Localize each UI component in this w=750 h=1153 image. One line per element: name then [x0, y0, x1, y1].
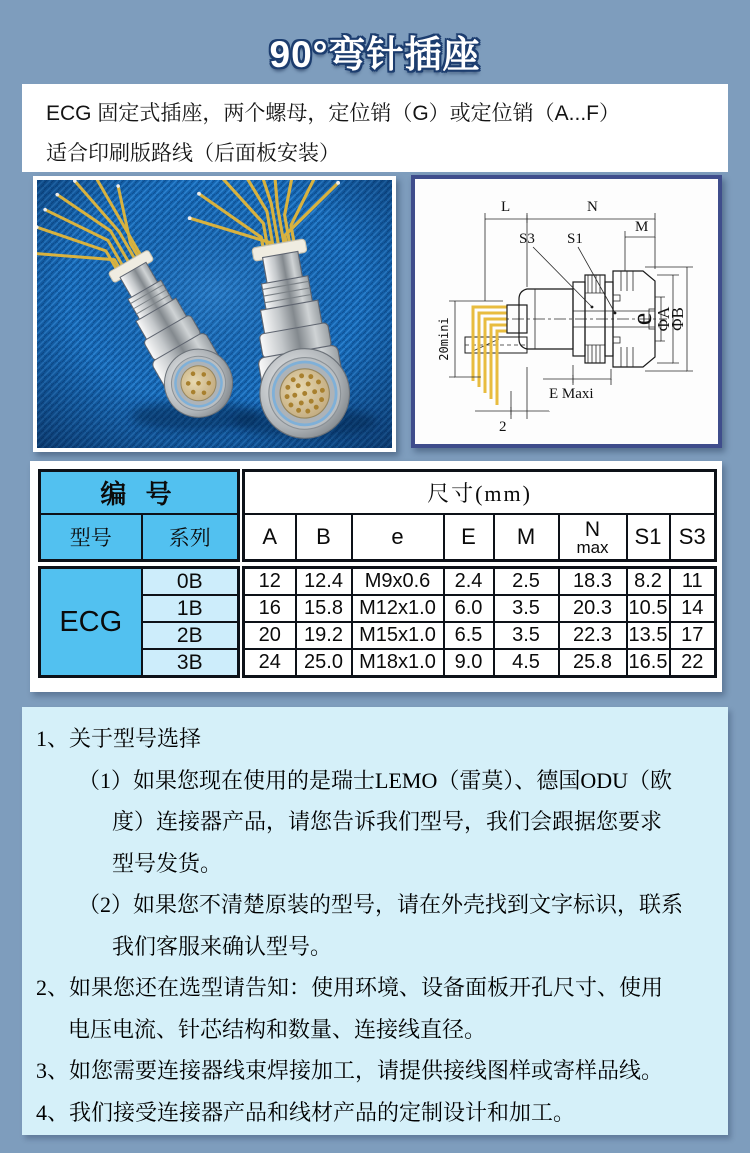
spec-cell: M9x0.6 [352, 568, 444, 596]
header-group-number: 编 号 [40, 471, 239, 515]
note-line: 我们客服来确认型号。 [112, 933, 333, 959]
spec-cell: 25.0 [296, 649, 352, 677]
table-dimensions-body [242, 566, 717, 678]
header-dimensions: 尺寸(mm) [244, 471, 716, 515]
page-title: 90°弯针插座 [269, 34, 481, 75]
notes-panel [22, 707, 728, 1135]
spec-cell: 12.4 [296, 568, 352, 596]
spec-cell: 13.5 [627, 622, 670, 649]
spec-cell: 11 [670, 568, 716, 596]
note-line: 3、如您需要连接器线束焊接加工，请提供接线图样或寄样品线。 [36, 1058, 664, 1083]
col-n-sub: max [576, 537, 609, 557]
dim-label-L: L [501, 199, 511, 215]
dim-label-S3: S3 [519, 231, 535, 247]
spec-cell: 16.5 [627, 649, 670, 677]
note-line: （1）如果您现在使用的是瑞士LEMO（雷莫）、德国ODU（欧 [78, 767, 672, 793]
col-s1: S1 [627, 514, 670, 561]
dim-label-e-maxi: E Maxi [549, 386, 594, 402]
dim-label-N: N [587, 199, 598, 215]
spec-cell: 4.5 [494, 649, 559, 677]
spec-cell: 25.8 [559, 649, 627, 677]
col-m: M [494, 514, 559, 561]
note-line: 4、我们接受连接器产品和线材产品的定制设计和加工。 [36, 1099, 576, 1125]
spec-cell: M15x1.0 [352, 622, 444, 649]
table-dimensions-section [242, 469, 714, 684]
col-b: B [296, 514, 352, 561]
dimension-diagram [411, 175, 722, 448]
table-row-0b [244, 568, 716, 596]
diagram-drawing [415, 179, 718, 444]
dim-label-e: e [627, 312, 658, 326]
series-cell-1b: 1B [142, 595, 239, 622]
spec-cell: 16 [244, 595, 296, 622]
col-s3: S3 [670, 514, 716, 561]
table-row-3b [244, 649, 716, 677]
col-e: e [352, 514, 444, 561]
table-dimensions-header [242, 469, 717, 562]
spec-cell: 22 [670, 649, 716, 677]
model-cell: ECG [40, 568, 142, 677]
spec-cell: 6.0 [444, 595, 494, 622]
table-number-header [38, 469, 240, 562]
spec-cell: 22.3 [559, 622, 627, 649]
note-line: 1、关于型号选择 [36, 726, 202, 751]
dim-label-phi-b: ΦB [668, 307, 687, 331]
dim-label-S1: S1 [567, 231, 583, 247]
spec-cell: 8.2 [627, 568, 670, 596]
note-line: 度）连接器产品，请您告诉我们型号，我们会跟据您要求 [112, 809, 663, 834]
spec-cell: 2.4 [444, 568, 494, 596]
note-line: （2）如果您不清楚原装的型号，请在外壳找到文字标识，联系 [78, 892, 684, 917]
note-line: 电压电流、针芯结构和数量、连接线直径。 [68, 1016, 487, 1042]
header-model: 型号 [40, 514, 142, 561]
table-row-1b [244, 595, 716, 622]
spec-cell: M18x1.0 [352, 649, 444, 677]
spec-cell: 20 [244, 622, 296, 649]
spec-cell: 12 [244, 568, 296, 596]
product-description [22, 84, 728, 172]
spec-cell: 20.3 [559, 595, 627, 622]
series-cell-0b: 0B [142, 568, 239, 596]
col-n-max [559, 514, 627, 561]
spec-cell: 10.5 [627, 595, 670, 622]
dim-label-M: M [635, 219, 649, 235]
dim-label-20mini: 20mini [437, 317, 451, 361]
spec-cell: 24 [244, 649, 296, 677]
col-ecap: E [444, 514, 494, 561]
col-a: A [244, 514, 296, 561]
spec-cell: 2.5 [494, 568, 559, 596]
dim-label-2: 2 [499, 419, 507, 435]
series-cell-3b: 3B [142, 649, 239, 677]
connectors-photo-image [37, 180, 392, 448]
description-line-1: ECG 固定式插座，两个螺母，定位销（G）或定位销（A...F） [46, 102, 621, 125]
spec-cell: 3.5 [494, 622, 559, 649]
spec-cell: 15.8 [296, 595, 352, 622]
spec-cell: M12x1.0 [352, 595, 444, 622]
table-number-section [38, 469, 237, 684]
spec-cell: 3.5 [494, 595, 559, 622]
spec-cell: 9.0 [444, 649, 494, 677]
note-line: 2、如果您还在选型请告知：使用环境、设备面板开孔尺寸、使用 [36, 975, 664, 1000]
product-photo [33, 176, 396, 452]
spec-cell: 14 [670, 595, 716, 622]
dim-label-phi-a: ΦA [654, 306, 673, 332]
note-line: 型号发货。 [112, 850, 223, 876]
header-series: 系列 [142, 514, 239, 561]
table-row-2b [244, 622, 716, 649]
spec-cell: 19.2 [296, 622, 352, 649]
spec-cell: 17 [670, 622, 716, 649]
col-n: N [584, 517, 601, 541]
spec-cell: 6.5 [444, 622, 494, 649]
spec-cell: 18.3 [559, 568, 627, 596]
spec-table-panel [30, 461, 722, 692]
description-line-2: 适合印刷版路线（后面板安装） [46, 142, 340, 165]
series-cell-2b: 2B [142, 622, 239, 649]
table-number-body [38, 566, 240, 678]
